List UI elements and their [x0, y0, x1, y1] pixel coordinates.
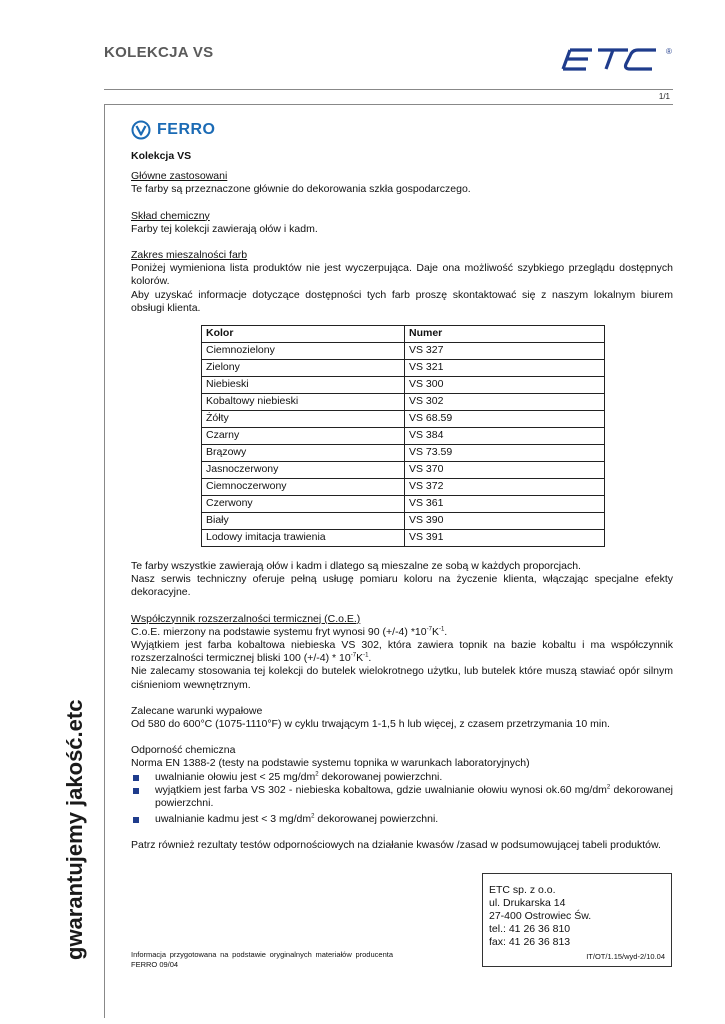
color-cell: Ciemnozielony	[202, 343, 405, 360]
header-rule-bottom	[104, 104, 673, 105]
coe-paragraph-2: Wyjątkiem jest farba kobaltowa niebieska VS 302, która zawiera topnik na bazie kobaltu i ma współczynnik rozszerzalności termicznej bliski 100 $(+/-4) * 10^{-7}K^{-1}$.	[131, 639, 673, 665]
table-row	[202, 377, 605, 394]
number-cell: VS 361	[405, 496, 605, 513]
table-row	[202, 394, 605, 411]
coe-paragraph-3: Nie zalecamy stosowania tej kolekcji do butelek wielokrotnego użytku, lub butelek które muszą stawiać opór silnym ciśnieniom wewnętrznym.	[131, 665, 673, 691]
contact-company: ETC sp. z o.o.	[489, 884, 556, 896]
color-cell: Brązowy	[202, 445, 405, 462]
table-row	[202, 343, 605, 360]
table-row	[202, 479, 605, 496]
list-item: wyjątkiem jest farba VS 302 - niebieska kobaltowa, gdzie uwalnianie ołowiu wynosi ok.60 $mg/dm^2$ dekorowanej powierzchni.	[131, 784, 673, 810]
page-number: 1/1	[658, 92, 670, 101]
document-body	[131, 150, 673, 853]
see-also-note: Patrz również rezultaty testów odpornościowych na działanie kwasów /zasad w podsumowującej tabeli produktów.	[131, 839, 661, 852]
number-cell: VS 321	[405, 360, 605, 377]
list-item: uwalnianie kadmu jest < 3 $mg/dm^2$ dekorowanej powierzchni.	[131, 813, 673, 826]
usage-text: Te farby są przeznaczone głównie do dekorowania szkła gospodarczego.	[131, 183, 471, 196]
number-cell: VS 384	[405, 428, 605, 445]
coe-paragraph-1: C.o.E. mierzony na podstawie systemu fryt wynosi 90 (+/-4) $*10^{-7}K^{-1}$.	[131, 625, 448, 638]
table-row	[202, 360, 605, 377]
contact-phone: tel.: 41 26 36 810	[489, 923, 571, 935]
number-cell: VS 390	[405, 513, 605, 530]
table-row	[202, 445, 605, 462]
table-header-row	[202, 326, 605, 343]
document-reference: IT/OT/1.15/wyd-2/10.04	[586, 952, 665, 961]
contact-city: 27-400 Ostrowiec Św.	[489, 910, 592, 922]
bullet-square-icon	[133, 775, 139, 781]
number-cell: VS 391	[405, 530, 605, 547]
range-paragraph-1: Poniżej wymieniona lista produktów nie jest wyczerpująca. Daje ona możliwość szybkiego przeglądu dostępnych kolorów.	[131, 262, 673, 288]
ferro-logo	[131, 118, 216, 142]
resistance-norm: Norma EN 1388-2 (testy na podstawie systemu topnika w warunkach laboratoryjnych)	[131, 757, 530, 770]
column-header-color: Kolor	[202, 326, 405, 343]
table-row	[202, 462, 605, 479]
etc-logo	[558, 44, 676, 76]
color-cell: Lodowy imitacja trawienia	[202, 530, 405, 547]
number-cell: VS 300	[405, 377, 605, 394]
side-slogan: gwarantujemy jakość.etc	[62, 699, 87, 960]
number-cell: VS 327	[405, 343, 605, 360]
color-cell: Kobaltowy niebieski	[202, 394, 405, 411]
table-row	[202, 530, 605, 547]
composition-heading: Skład chemiczny	[131, 209, 210, 222]
firing-text: Od 580 do 600°C (1075-1110°F) w cyklu trwającym 1-1,5 h lub więcej, z czasem przetrzymania 10 min.	[131, 718, 610, 731]
contact-fax: fax: 41 26 36 813	[489, 936, 571, 948]
color-cell: Czerwony	[202, 496, 405, 513]
color-cell: Ciemnoczerwony	[202, 479, 405, 496]
mixing-paragraph-1: Te farby wszystkie zawierają ołów i kadm i dlatego są mieszalne ze sobą w każdych proporcjach.	[131, 560, 581, 573]
number-cell: VS 73.59	[405, 445, 605, 462]
composition-text: Farby tej kolekcji zawierają ołów i kadm.	[131, 222, 318, 235]
ferro-brand-name: FERRO	[157, 121, 216, 138]
resistance-heading: Odporność chemiczna	[131, 744, 236, 757]
color-cell: Żółty	[202, 411, 405, 428]
collection-title: Kolekcja VS	[131, 150, 192, 162]
color-cell: Niebieski	[202, 377, 405, 394]
bullet-square-icon	[133, 817, 139, 823]
column-header-number: Numer	[405, 326, 605, 343]
table-row	[202, 411, 605, 428]
table-row	[202, 496, 605, 513]
number-cell: VS 370	[405, 462, 605, 479]
mixing-paragraph-2: Nasz serwis techniczny oferuje pełną usługę pomiaru koloru na życzenie klienta, włączając specjalne efekty dekoracyjne.	[131, 573, 673, 599]
resistance-list	[131, 771, 673, 827]
usage-heading: Główne zastosowani	[131, 170, 228, 183]
document-title: KOLEKCJA VS	[104, 44, 214, 61]
left-margin-rule	[104, 104, 105, 1018]
source-footnote: Informacja przygotowana na podstawie oryginalnych materiałów producenta FERRO 09/04	[131, 950, 393, 969]
range-heading: Zakres mieszalności farb	[131, 249, 248, 262]
list-item: uwalnianie ołowiu jest < 25 $mg/dm^2$ dekorowanej powierzchni.	[131, 771, 673, 784]
color-cell: Biały	[202, 513, 405, 530]
contact-street: ul. Drukarska 14	[489, 897, 566, 909]
coe-heading: Współczynnik rozszerzalności termicznej (C.o.E.)	[131, 612, 361, 625]
range-paragraph-2: Aby uzyskać informacje dotyczące dostępności tych farb proszę skontaktować się z naszym lokalnym biurem obsługi klienta.	[131, 288, 673, 314]
ferro-emblem-icon	[131, 120, 151, 140]
contact-box	[482, 873, 672, 967]
number-cell: VS 372	[405, 479, 605, 496]
registered-mark: ®	[666, 47, 672, 56]
color-cell: Jasnoczerwony	[202, 462, 405, 479]
table-row	[202, 513, 605, 530]
color-cell: Zielony	[202, 360, 405, 377]
header-rule	[104, 89, 673, 90]
number-cell: VS 302	[405, 394, 605, 411]
number-cell: VS 68.59	[405, 411, 605, 428]
color-table	[201, 325, 605, 547]
color-cell: Czarny	[202, 428, 405, 445]
table-row	[202, 428, 605, 445]
bullet-square-icon	[133, 788, 139, 794]
firing-heading: Zalecane warunki wypałowe	[131, 704, 263, 717]
